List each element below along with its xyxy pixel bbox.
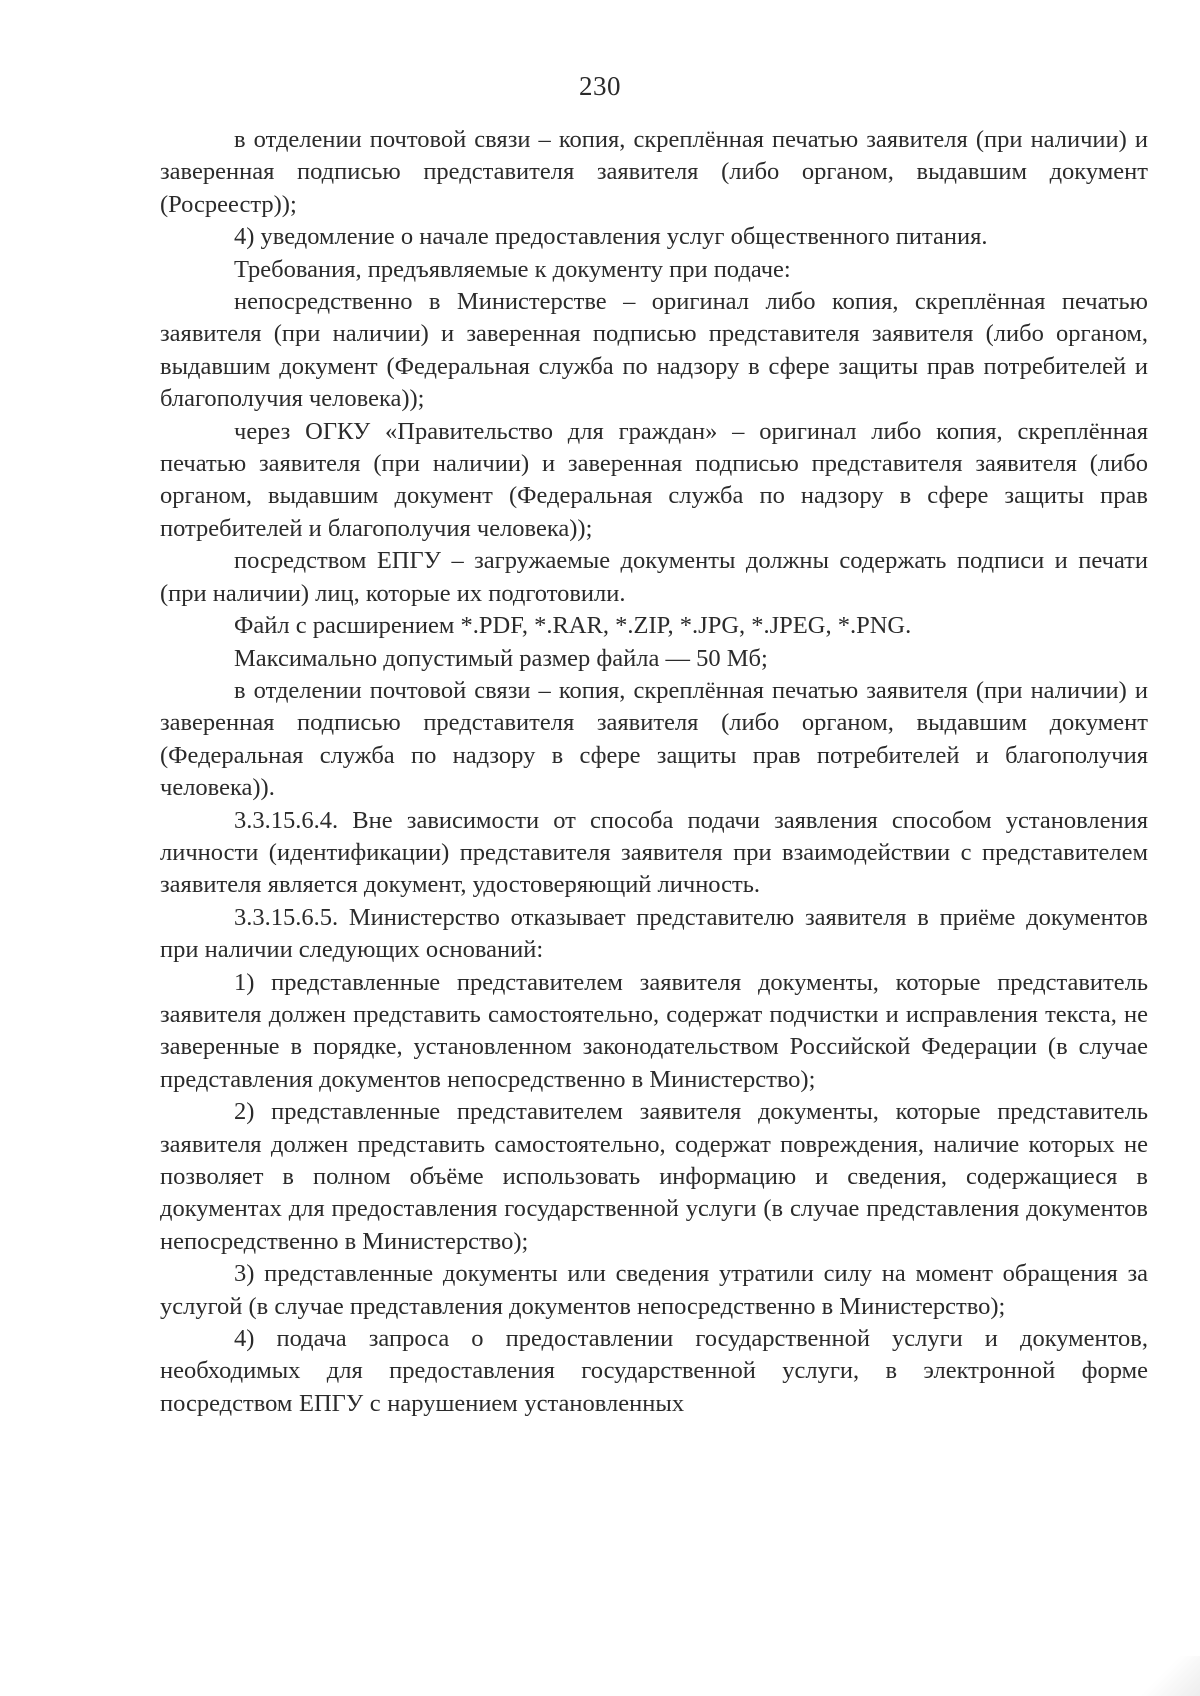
paragraph-section-3-3-15-6-4: 3.3.15.6.4. Вне зависимости от способа подачи заявления способом установления личности (идентификации) представителя заявителя при взаимодействии с представителем заявителя является документ, удостоверяющий личность. [160, 806, 1148, 899]
paragraph-refusal-ground-4: 4) подача запроса о предоставлении государственной услуги и документов, необходимых для предоставления государственной услуги, в электронной форме посредством ЕПГУ с нарушением установленных [160, 1325, 1148, 1417]
paragraph-postal-rosreestr: в отделении почтовой связи – копия, скреплённая печатью заявителя (при наличии) и заверенная подписью представителя заявителя (либо органом, выдавшим документ (Росреестр)); [160, 126, 1148, 218]
paragraph-refusal-ground-3: 3) представленные документы или сведения утратили силу на момент обращения за услугой (в случае представления документов непосредственно в Министерство); [160, 1260, 1148, 1320]
paragraph-file-extensions: Файл с расширением *.PDF, *.RAR, *.ZIP, *.JPG, *.JPEG, *.PNG. [234, 612, 912, 640]
paragraph-refusal-ground-1: 1) представленные представителем заявителя документы, которые представитель заявителя должен представить самостоятельно, содержат подчистки и исправления текста, не заверенные в порядке, установленном законодательством Российской Федерации (в случае представления документов непосредственно в Министерство); [160, 968, 1148, 1093]
paragraph-postal-rospotrebnadzor: в отделении почтовой связи – копия, скреплённая печатью заявителя (при наличии) и заверенная подписью представителя заявителя (либо органом, выдавшим документ (Федеральная служба по надзору в сфере защиты прав потребителей и благополучия человека)). [160, 676, 1148, 802]
page-number: 230 [579, 71, 621, 101]
paragraph-section-3-3-15-6-5: 3.3.15.6.5. Министерство отказывает представителю заявителя в приёме документов при наличии следующих оснований: [160, 903, 1148, 964]
scan-corner-shadow [1140, 1656, 1200, 1696]
paragraph-requirements-heading: Требования, предъявляемые к документу при подаче: [234, 255, 791, 283]
paragraph-in-ministry: непосредственно в Министерстве – оригинал либо копия, скреплённая печатью заявителя (при наличии) и заверенная подписью представителя заявителя (либо органом, выдавшим документ (Федеральная служба по надзору в сфере защиты прав потребителей и благополучия человека)); [160, 288, 1148, 413]
paragraph-item-4-notification: 4) уведомление о начале предоставления услуг общественного питания. [234, 223, 988, 251]
paragraph-refusal-ground-2: 2) представленные представителем заявителя документы, которые представитель заявителя должен представить самостоятельно, содержат повреждения, наличие которых не позволяет в полном объёме использовать информацию и сведения, содержащиеся в документах для предоставления государственной услуги (в случае представления документов непосредственно в Министерство); [160, 1098, 1148, 1255]
paragraph-via-epgu: посредством ЕПГУ – загружаемые документы должны содержать подписи и печати (при наличии) лиц, которые их подготовили. [160, 547, 1148, 607]
paragraph-via-ogku: через ОГКУ «Правительство для граждан» – оригинал либо копия, скреплённая печатью заявителя (при наличии) и заверенная подписью представителя заявителя (либо органом, выдавшим документ (Федеральная служба по надзору в сфере защиты прав потребителей и благополучия человека)); [160, 417, 1148, 542]
paragraph-max-file-size: Максимально допустимый размер файла — 50 Мб; [234, 644, 768, 672]
document-body [160, 124, 1148, 1420]
